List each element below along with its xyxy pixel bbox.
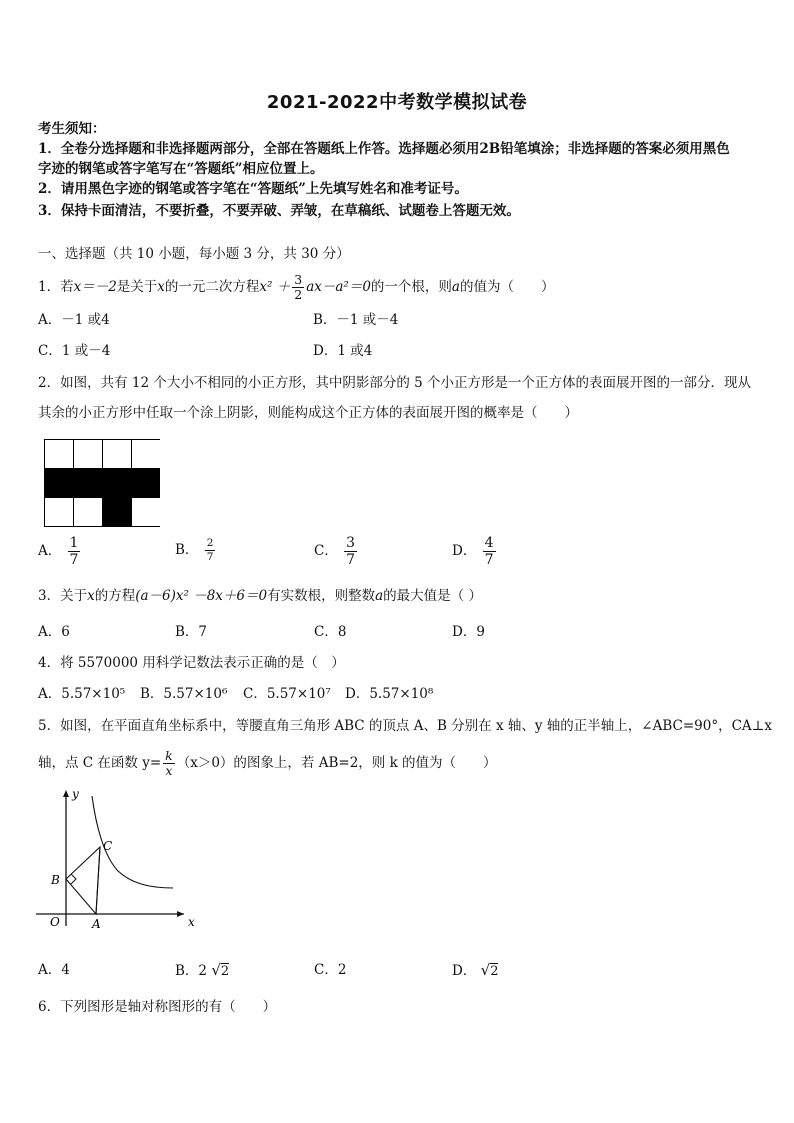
fraction-numerator: k [165, 748, 173, 763]
shaded-square [103, 498, 132, 527]
shaded-square [45, 469, 74, 498]
fraction-numerator: 3 [346, 535, 356, 551]
y-axis-arrow-icon [63, 790, 69, 797]
question-2-line1: 2．如图，共有 12 个大小不相同的小正方形，其中阴影部分的 5 个小正方形是一个正方体的表面展开图的一部分．现从 [38, 375, 752, 391]
q5-option-d[interactable] [452, 961, 498, 981]
q3-text: 3．关于 [38, 588, 88, 604]
notice-heading: 考生须知： [38, 121, 106, 137]
fraction-denominator: 7 [346, 552, 356, 568]
squares-figure [44, 439, 160, 527]
q1-math: x [157, 279, 165, 295]
q3-math: a [375, 588, 384, 604]
option-fraction [205, 537, 216, 564]
fraction-numerator: 1 [69, 535, 79, 551]
q5-fraction [163, 749, 175, 778]
q1-text: 1．若 [38, 279, 74, 295]
q1-text: 的一个根，则 [370, 279, 452, 295]
empty-square [45, 440, 74, 469]
notice-item: 字迹的钢笔或答字笔写在“答题纸”相应位置上。 [38, 161, 324, 177]
q1-math: x＝－2 [73, 279, 117, 295]
q1-text: 是关于 [116, 279, 158, 295]
segment-ca [96, 847, 100, 914]
notice-item: 1．全卷分选择题和非选择题两部分，全部在答题纸上作答。选择题必须用2B铅笔填涂；非选择题的答案必须用黑色 [38, 141, 730, 157]
question-4: 4．将 5570000 用科学记数法表示正确的是（ ） [38, 655, 345, 671]
point-c-label: C [103, 839, 113, 853]
fraction-denominator: x [165, 763, 173, 778]
q4-option-d[interactable]: D．5.57×10⁸ [345, 686, 434, 702]
origin-label: O [50, 915, 60, 929]
shaded-square [132, 469, 161, 498]
x-label: x [188, 915, 195, 929]
q1-math: x² ＋ [259, 279, 291, 295]
empty-square [132, 440, 161, 469]
q5-text: 轴，点 C 在函数 y= [38, 755, 162, 771]
q3-text: 的最大值是（ ） [383, 588, 482, 604]
sqrt-value: 2 [490, 964, 499, 979]
option-label: B．2 [175, 963, 208, 979]
notice-item: 2．请用黑色字迹的钢笔或答字笔在“答题纸”上先填写姓名和准考证号。 [38, 181, 468, 197]
q2-option-c[interactable] [314, 535, 359, 568]
q5-option-c[interactable]: C．2 [314, 962, 347, 978]
option-fraction [483, 535, 496, 568]
q3-option-a[interactable]: A．6 [38, 624, 70, 640]
question-5-line2 [38, 745, 497, 781]
q2-option-b[interactable] [175, 537, 217, 564]
q4-option-b[interactable]: B．5.57×10⁶ [140, 686, 228, 702]
option-fraction [344, 535, 357, 568]
q5-text: （x＞0）的图象上，若 AB=2，则 k 的值为（ ） [176, 755, 497, 771]
q2-option-d[interactable] [452, 535, 498, 568]
empty-square [132, 498, 161, 527]
question-2-line2: 其余的小正方形中任取一个涂上阴影，则能构成这个正方体的表面展开图的概率是（ ） [38, 405, 578, 421]
q3-text: 有实数根，则整数 [267, 588, 376, 604]
q1-option-c[interactable]: C．1 或－4 [38, 343, 111, 359]
q3-option-d[interactable]: D．9 [452, 624, 485, 640]
point-b-label: B [51, 873, 60, 887]
notice-item: 3．保持卡面清洁，不要折叠，不要弄破、弄皱，在草稿纸、试题卷上答题无效。 [38, 203, 520, 219]
question-1 [38, 270, 554, 304]
section-heading: 一、选择题（共 10 小题，每小题 3 分，共 30 分） [38, 246, 350, 262]
option-label: D． [452, 963, 477, 979]
q1-option-d[interactable]: D．1 或4 [313, 343, 373, 359]
option-fraction [68, 535, 81, 568]
sqrt-value: 2 [220, 964, 230, 979]
question-5-line1: 5．如图，在平面直角坐标系中，等腰直角三角形 ABC 的顶点 A、B 分别在 x 轴、y 轴的正半轴上，∠ABC=90°，CA⊥x [38, 718, 772, 734]
question-6: 6．下列图形是轴对称图形的有（ ） [38, 999, 277, 1015]
point-a-label: A [92, 917, 101, 931]
q5-option-a[interactable]: A．4 [38, 962, 70, 978]
empty-square [74, 440, 103, 469]
right-angle-mark [71, 874, 76, 884]
q3-option-b[interactable]: B．7 [175, 624, 208, 640]
q5-option-b[interactable] [175, 961, 229, 981]
q3-math: x [87, 588, 95, 604]
q1-math: ax－a²＝0 [306, 279, 371, 295]
q3-option-c[interactable]: C．8 [314, 624, 347, 640]
fraction-numerator: 4 [484, 535, 494, 551]
fraction-denominator: 7 [484, 552, 494, 568]
question-3 [38, 587, 482, 605]
shaded-square [74, 469, 103, 498]
option-label: A． [38, 543, 62, 559]
q3-math: (a－6)x² －8x＋6＝0 [135, 588, 268, 604]
fraction-denominator: 7 [69, 552, 79, 568]
fraction-numerator: 2 [206, 537, 214, 549]
x-axis-arrow-icon [177, 911, 184, 917]
q1-text: 的值为（ ） [459, 279, 555, 295]
q1-option-b[interactable]: B．－1 或－4 [313, 312, 399, 328]
fraction-numerator: 3 [294, 272, 303, 287]
page-title: 2021-2022中考数学模拟试卷 [266, 92, 528, 113]
coordinate-figure [36, 786, 206, 936]
q1-option-a[interactable]: A．－1 或4 [38, 312, 110, 328]
fraction-denominator: 2 [294, 287, 303, 302]
triangle-abc [66, 847, 100, 914]
fraction-denominator: 7 [206, 551, 214, 563]
option-label: D． [452, 543, 477, 559]
shaded-square [103, 469, 132, 498]
q1-text: 的一元二次方程 [164, 279, 260, 295]
q4-option-c[interactable]: C．5.57×10⁷ [243, 686, 331, 702]
q1-fraction [292, 273, 304, 302]
sqrt-icon: √2 [480, 961, 499, 979]
q3-text: 的方程 [94, 588, 136, 604]
q4-option-a[interactable]: A．5.57×10⁵ [38, 686, 126, 702]
option-label: B． [175, 542, 199, 558]
empty-square [74, 498, 103, 527]
y-label: y [72, 787, 79, 801]
q1-math: a [451, 279, 460, 295]
q2-option-a[interactable] [38, 535, 82, 568]
empty-square [45, 498, 74, 527]
sqrt-icon: √2 [211, 961, 230, 979]
empty-square [103, 440, 132, 469]
option-label: C． [314, 543, 338, 559]
